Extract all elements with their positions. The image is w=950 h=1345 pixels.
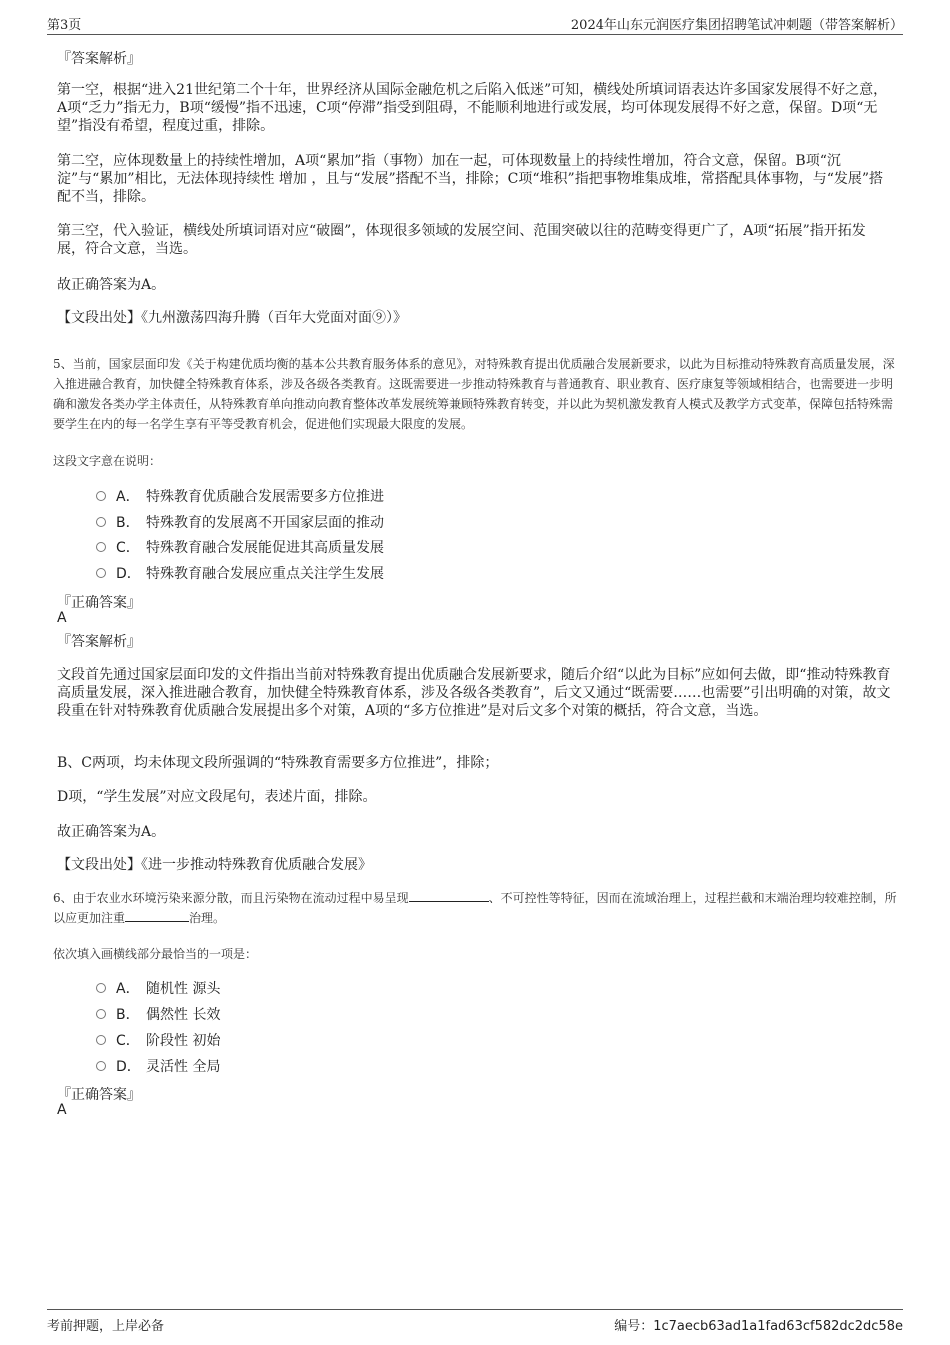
radio-icon[interactable] xyxy=(96,568,106,578)
q6-answer-label: 『正确答案』 xyxy=(57,1087,141,1103)
radio-icon[interactable] xyxy=(96,517,106,527)
q5-analysis-para3: D项，“学生发展”对应文段尾句，表述片面，排除。 xyxy=(57,789,377,805)
radio-icon[interactable] xyxy=(96,1035,106,1045)
radio-icon[interactable] xyxy=(96,983,106,993)
q6-stem: 6、由于农业水环境污染来源分散，而且污染物在流动过程中易呈现 、不可控性等特征，因而在流域治理上，过程拦截和末端治理均较难控制，所以应更加注重 治理。 xyxy=(53,888,898,928)
q5-option-a[interactable]: A． 特殊教育优质融合发展需要多方位推进 xyxy=(96,486,384,506)
q4-conclusion: 故正确答案为A。 xyxy=(57,277,166,293)
q5-option-c[interactable]: C． 特殊教育融合发展能促进其高质量发展 xyxy=(96,537,384,557)
q5-conclusion: 故正确答案为A。 xyxy=(57,824,166,840)
footer-slogan: 考前押题，上岸必备 xyxy=(47,1319,165,1334)
q5-option-d[interactable]: D． 特殊教育融合发展应重点关注学生发展 xyxy=(96,563,384,583)
q5-answer-label: 『正确答案』 xyxy=(57,595,141,611)
q6-option-a[interactable]: A． 随机性 源头 xyxy=(96,978,220,998)
q4-analysis-para3: 第三空，代入验证，横线处所填词语对应“破圈”，体现很多领域的发展空间、范围突破以往的范畴变得更广了，A项“拓展”指开拓发展，符合文意，当选。 xyxy=(57,223,866,257)
q4-source: 【文段出处】《九州激荡四海升腾（百年大党面对面⑨）》 xyxy=(57,310,407,326)
q5-source: 【文段出处】《进一步推动特殊教育优质融合发展》 xyxy=(57,857,372,873)
q6-answer: A xyxy=(57,1102,67,1118)
q5-stem: 5、当前，国家层面印发《关于构建优质均衡的基本公共教育服务体系的意见》，对特殊教育提出优质融合发展新要求，以此为目标推动特殊教育高质量发展，深入推进融合教育，加快健全特殊教育体系，涉及各级各类教育。这既需要进一步推动特殊教育与普通教育、职业教育、医疗康复等领域相结合，也需要进一步明确和激发各类办学主体责任，从特殊教育单向推动向教育整体改革发展统筹兼顾特殊教育转变，并以此为契机激发教育人模式及教学方式变革，保障包括特殊需要学生在内的每一名学生享有平等受教育机会，促进他们实现最大限度的发展。 xyxy=(53,357,895,431)
page-header xyxy=(47,14,903,35)
page-footer xyxy=(47,1309,903,1335)
radio-icon[interactable] xyxy=(96,1061,106,1071)
q4-analysis-para2: 第二空，应体现数量上的持续性增加，A项“累加”指（事物）加在一起，可体现数量上的持续性增加，符合文意，保留。B项“沉淀”与“累加”相比，无法体现持续性 增加 ，且与“发展”搭配不当，排除；C项“堆积”指把事物堆集成堆，常搭配具体事物，与“发展”搭配不当，排除。 xyxy=(57,153,884,205)
q6-option-d[interactable]: D． 灵活性 全局 xyxy=(96,1056,220,1076)
radio-icon[interactable] xyxy=(96,491,106,501)
q6-option-c[interactable]: C． 阶段性 初始 xyxy=(96,1030,220,1050)
blank-line-1 xyxy=(409,888,489,902)
q4-analysis-label: 『答案解析』 xyxy=(57,51,141,67)
blank-line-2 xyxy=(125,908,189,922)
document-title: 2024年山东元润医疗集团招聘笔试冲刺题（带答案解析） xyxy=(570,18,903,33)
page-number: 第3页 xyxy=(47,18,82,33)
document-code: 编号：1c7aecb63ad1a1fad63cf582dc2dc58e xyxy=(614,1319,903,1334)
q5-answer: A xyxy=(57,610,67,626)
radio-icon[interactable] xyxy=(96,542,106,552)
q5-analysis-para2: B、C两项，均未体现文段所强调的“特殊教育需要多方位推进”，排除； xyxy=(57,755,499,771)
q6-option-b[interactable]: B． 偶然性 长效 xyxy=(96,1004,220,1024)
q6-prompt: 依次填入画横线部分最恰当的一项是： xyxy=(53,947,258,961)
radio-icon[interactable] xyxy=(96,1009,106,1019)
q5-analysis-para1: 文段首先通过国家层面印发的文件指出当前对特殊教育提出优质融合发展新要求，随后介绍“以此为目标”应如何去做，即“推动特殊教育高质量发展，深入推进融合教育，加快健全特殊教育体系，涉及各级各类教育”，后文又通过“既需要……也需要”引出明确的对策，故文段重在针对特殊教育优质融合发展提出多个对策，A项的“多方位推进”是对后文多个对策的概括，符合文意，当选。 xyxy=(57,667,891,719)
q5-analysis-label: 『答案解析』 xyxy=(57,634,141,650)
q4-analysis-para1: 第一空，根据“进入21世纪第二个十年，世界经济从国际金融危机之后陷入低迷”可知，横线处所填词语表达许多国家发展得不好之意，A项“乏力”指无力，B项“缓慢”指不迅速，C项“停滞”指受到阻碍，不能顺利地进行或发展，均可体现发展得不好之意，保留。D项“无望”指没有希望，程度过重，排除。 xyxy=(57,82,888,134)
q5-option-b[interactable]: B． 特殊教育的发展离不开国家层面的推动 xyxy=(96,512,384,532)
q5-prompt: 这段文字意在说明： xyxy=(53,454,162,468)
